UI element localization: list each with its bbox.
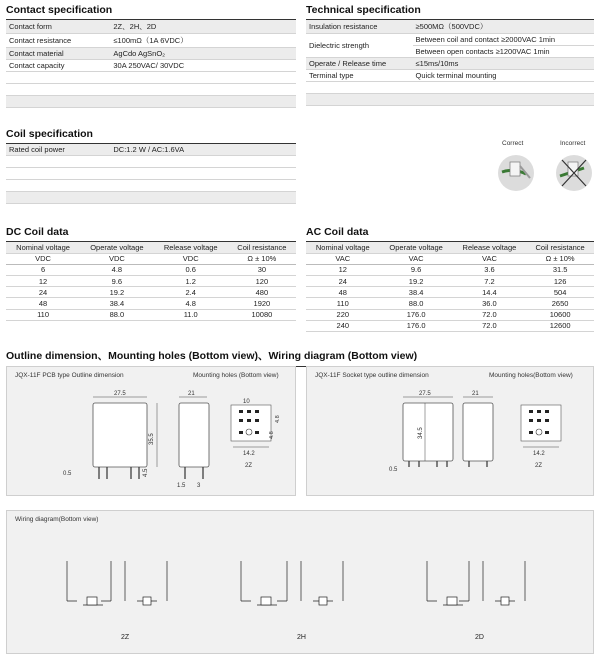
spec-value: DC:1.2 W / AC:1.6VA <box>110 144 296 156</box>
table-row <box>306 34 594 46</box>
table-row <box>306 264 594 275</box>
socket-holes-caption: Mounting holes(Bottom view) <box>489 372 573 379</box>
wiring-caption: Wiring diagram(Bottom view) <box>15 516 99 523</box>
spec-key: Contact capacity <box>6 60 110 72</box>
spec-value: ≥500MΩ（500VDC） <box>413 20 594 34</box>
spec-value: Between open contacts ≥1200VAC 1min <box>413 46 594 58</box>
column-header: Release voltage <box>453 242 527 253</box>
cell: 6 <box>6 264 80 275</box>
wiring-2d <box>427 561 525 605</box>
pcb-depth-dim: 21 <box>188 391 195 397</box>
column-header: Nominal voltage <box>306 242 380 253</box>
cell: 19.2 <box>80 287 154 298</box>
table-row <box>306 298 594 309</box>
spec-value: ≤100mΩ（1A 6VDC） <box>110 34 296 48</box>
technical-spec-section <box>306 4 594 106</box>
unit-cell: Ω ± 10% <box>228 253 296 264</box>
cell: 24 <box>306 276 380 287</box>
pcb-caption: JQX-11F PCB type Outline dimension <box>15 372 124 379</box>
spec-key: Operate / Release time <box>306 58 413 70</box>
cell: 110 <box>306 298 380 309</box>
pcb-height-dim: 35.5 <box>149 433 155 445</box>
socket-width-dim: 27.5 <box>419 391 431 397</box>
coil-spec-section <box>6 128 296 204</box>
blank-row <box>306 94 594 106</box>
cell: 14.4 <box>453 287 527 298</box>
socket-outline-panel <box>306 366 594 496</box>
ac-coil-title: AC Coil data <box>306 226 594 242</box>
cell: 31.5 <box>526 264 594 275</box>
technical-spec-table <box>306 20 594 82</box>
hole-label: 2Z <box>245 463 253 469</box>
socket-caption: JQX-11F Socket type outline dimension <box>315 372 429 379</box>
correct-mount-icon <box>498 155 534 191</box>
pcb-pin-dim: 0.5 <box>63 471 72 477</box>
spec-key: Terminal type <box>306 70 413 82</box>
unit-cell: VDC <box>6 253 80 264</box>
table-row <box>306 20 594 34</box>
pcb-holes-caption: Mounting holes (Bottom view) <box>193 372 279 379</box>
table-row <box>6 20 296 34</box>
cell: 504 <box>526 287 594 298</box>
coil-spec-table <box>6 144 296 156</box>
pcb-width-dim: 27.5 <box>114 391 126 397</box>
spec-value: Between coil and contact ≥2000VAC 1min <box>413 34 594 46</box>
spec-key: Insulation resistance <box>306 20 413 34</box>
cell: 88.0 <box>380 298 453 309</box>
spec-value: 2Z、2H、2D <box>110 20 296 34</box>
cell: 88.0 <box>80 309 154 320</box>
wiring-2h <box>241 561 343 605</box>
cell: 4.8 <box>80 264 154 275</box>
unit-cell: VDC <box>80 253 154 264</box>
cell: 2650 <box>526 298 594 309</box>
cell: 30 <box>228 264 296 275</box>
table-row <box>6 309 296 320</box>
cell: 126 <box>526 276 594 287</box>
cell: 12 <box>6 276 80 287</box>
cell: 72.0 <box>453 320 527 331</box>
cell: 0.6 <box>154 264 228 275</box>
cell: 9.6 <box>380 264 453 275</box>
column-header: Operate voltage <box>380 242 453 253</box>
wiring-panel <box>6 510 594 654</box>
spec-value: Quick terminal mounting <box>413 70 594 82</box>
wiring-label-2z: 2Z <box>121 634 130 641</box>
spec-value: ≤15ms/10ms <box>413 58 594 70</box>
technical-spec-title: Technical specification <box>306 4 594 20</box>
cell: 2.4 <box>154 287 228 298</box>
spec-key: Contact resistance <box>6 34 110 48</box>
column-header: Operate voltage <box>80 242 154 253</box>
hole-dim-d: 14.2 <box>243 451 255 457</box>
wiring-label-2d: 2D <box>475 634 484 641</box>
socket-pin-dim: 0.5 <box>389 467 398 473</box>
cell: 1920 <box>228 298 296 309</box>
pcb-pin-dim2: 1.5 <box>177 483 186 489</box>
cell: 176.0 <box>380 309 453 320</box>
column-header: Nominal voltage <box>6 242 80 253</box>
blank-row <box>6 84 296 96</box>
unit-cell: VAC <box>380 253 453 264</box>
pcb-pin-dim3: 3 <box>197 483 201 489</box>
wiring-label-2h: 2H <box>297 634 306 641</box>
blank-row <box>6 168 296 180</box>
table-header-row <box>6 242 296 253</box>
table-unit-row <box>6 253 296 264</box>
incorrect-mount-icon <box>556 155 592 191</box>
cell: 11.0 <box>154 309 228 320</box>
cell: 72.0 <box>453 309 527 320</box>
unit-cell: VAC <box>306 253 380 264</box>
blank-row <box>6 96 296 108</box>
cell: 220 <box>306 309 380 320</box>
table-row <box>6 276 296 287</box>
blank-row <box>6 72 296 84</box>
table-row <box>6 144 296 156</box>
table-unit-row <box>306 253 594 264</box>
cell: 176.0 <box>380 320 453 331</box>
spec-key: Dielectric strength <box>306 34 413 58</box>
blank-row <box>6 180 296 192</box>
spec-value: AgCdo AgSnO₂ <box>110 48 296 60</box>
cell: 12600 <box>526 320 594 331</box>
correct-label: Correct <box>502 140 524 147</box>
spec-value: 30A 250VAC/ 30VDC <box>110 60 296 72</box>
cell: 38.4 <box>380 287 453 298</box>
column-header: Coil resistance <box>228 242 296 253</box>
outline-title: Outline dimension、Mounting holes (Bottom view)、Wiring diagram (Bottom view) <box>6 348 594 367</box>
cell: 120 <box>228 276 296 287</box>
table-header-row <box>306 242 594 253</box>
cell: 7.2 <box>453 276 527 287</box>
column-header: Coil resistance <box>526 242 594 253</box>
table-row <box>306 58 594 70</box>
cell: 38.4 <box>80 298 154 309</box>
contact-spec-section <box>6 4 296 108</box>
table-row <box>306 276 594 287</box>
cell: 110 <box>6 309 80 320</box>
cell: 48 <box>306 287 380 298</box>
cell: 12 <box>306 264 380 275</box>
incorrect-label: Incorrect <box>560 140 586 147</box>
contact-spec-table <box>6 20 296 72</box>
hole-dim-c: 4.8 <box>269 431 275 439</box>
spec-key: Rated coil power <box>6 144 110 156</box>
table-row <box>6 287 296 298</box>
dc-coil-table <box>6 242 296 321</box>
pcb-drawing <box>7 367 297 497</box>
table-row <box>6 60 296 72</box>
unit-cell: VDC <box>154 253 228 264</box>
table-row <box>6 48 296 60</box>
cell: 9.6 <box>80 276 154 287</box>
dc-coil-title: DC Coil data <box>6 226 296 242</box>
cell: 36.0 <box>453 298 527 309</box>
socket-drawing <box>307 367 595 497</box>
unit-cell: Ω ± 10% <box>526 253 594 264</box>
hole-dim-b: 4.8 <box>275 415 281 423</box>
ac-coil-section <box>306 226 594 332</box>
cell: 10080 <box>228 309 296 320</box>
cell: 480 <box>228 287 296 298</box>
mounting-icons <box>496 148 596 196</box>
mounting-illustration <box>496 140 596 196</box>
wiring-diagrams <box>7 511 595 655</box>
cell: 48 <box>6 298 80 309</box>
cell: 4.8 <box>154 298 228 309</box>
table-row <box>306 309 594 320</box>
pcb-outline-panel <box>6 366 296 496</box>
pcb-pin-length-dim: 4.5 <box>143 468 149 477</box>
cell: 240 <box>306 320 380 331</box>
table-row <box>306 70 594 82</box>
wiring-2z <box>67 561 167 605</box>
dc-coil-section <box>6 226 296 321</box>
blank-row <box>306 82 594 94</box>
socket-hole-dim-d: 14.2 <box>533 451 545 457</box>
cell: 1.2 <box>154 276 228 287</box>
table-row <box>6 264 296 275</box>
table-row <box>306 320 594 331</box>
socket-depth-dim: 21 <box>472 391 479 397</box>
coil-spec-title: Coil specification <box>6 128 296 144</box>
table-row <box>6 34 296 48</box>
spec-key: Contact form <box>6 20 110 34</box>
hole-dim-a: 10 <box>243 399 250 405</box>
cell: 10600 <box>526 309 594 320</box>
blank-row <box>6 192 296 204</box>
ac-coil-table <box>306 242 594 332</box>
column-header: Release voltage <box>154 242 228 253</box>
contact-spec-title: Contact specification <box>6 4 296 20</box>
cell: 24 <box>6 287 80 298</box>
unit-cell: VAC <box>453 253 527 264</box>
socket-hole-label: 2Z <box>535 463 543 469</box>
socket-height-dim: 34.5 <box>418 427 424 439</box>
table-row <box>306 287 594 298</box>
cell: 19.2 <box>380 276 453 287</box>
blank-row <box>6 156 296 168</box>
table-row <box>6 298 296 309</box>
spec-key: Contact material <box>6 48 110 60</box>
cell: 3.6 <box>453 264 527 275</box>
